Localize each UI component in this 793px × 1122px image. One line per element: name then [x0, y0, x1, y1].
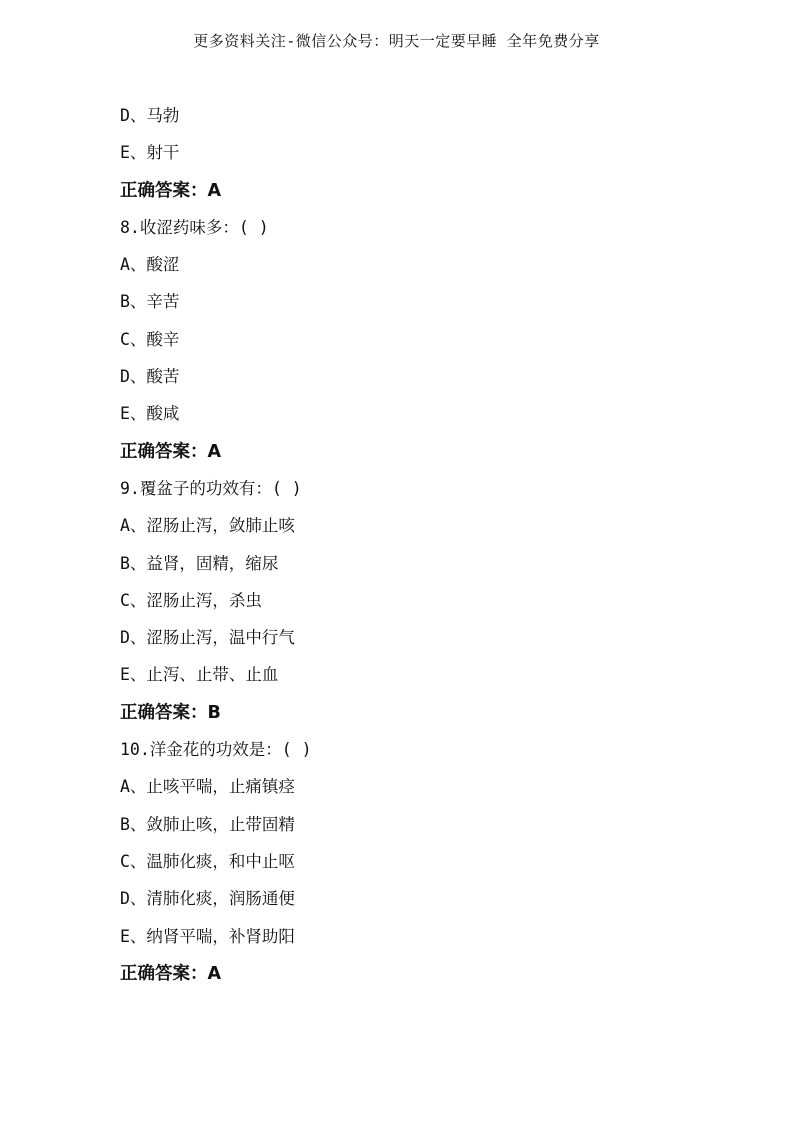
- option-a: A、涩肠止泻，敛肺止咳: [120, 516, 295, 536]
- correct-answer: 正确答案：A: [120, 441, 222, 462]
- option-c: C、温肺化痰，和中止呕: [120, 851, 295, 871]
- option-b: B、益肾，固精，缩尿: [120, 553, 279, 573]
- correct-answer: 正确答案：B: [120, 702, 221, 723]
- correct-answer: 正确答案：A: [120, 963, 222, 984]
- option-e: E、射干: [120, 143, 180, 163]
- option-d: D、清肺化痰，润肠通便: [120, 889, 295, 909]
- option-c: C、涩肠止泻，杀虫: [120, 590, 262, 610]
- option-d: D、涩肠止泻，温中行气: [120, 628, 295, 648]
- option-a: A、止咳平喘，止痛镇痉: [120, 777, 295, 797]
- question-10: 10.洋金花的功效是：( ): [120, 740, 312, 760]
- option-e: E、酸咸: [120, 404, 180, 424]
- option-a: A、酸涩: [120, 255, 180, 275]
- option-d: D、酸苦: [120, 367, 180, 387]
- option-e: E、止泻、止带、止血: [120, 665, 279, 685]
- option-e: E、纳肾平喘，补肾助阳: [120, 926, 295, 946]
- question-9: 9.覆盆子的功效有：( ): [120, 478, 302, 498]
- option-b: B、辛苦: [120, 292, 180, 312]
- option-d: D、马勃: [120, 106, 180, 125]
- correct-answer: 正确答案：A: [120, 180, 222, 201]
- question-8: 8.收涩药味多：( ): [120, 217, 269, 237]
- option-b: B、敛肺止咳，止带固精: [120, 814, 295, 834]
- option-c: C、酸辛: [120, 329, 180, 349]
- page-header: 更多资料关注-微信公众号：明天一定要早睡 全年免费分享: [193, 32, 600, 50]
- exam-content: [120, 101, 720, 996]
